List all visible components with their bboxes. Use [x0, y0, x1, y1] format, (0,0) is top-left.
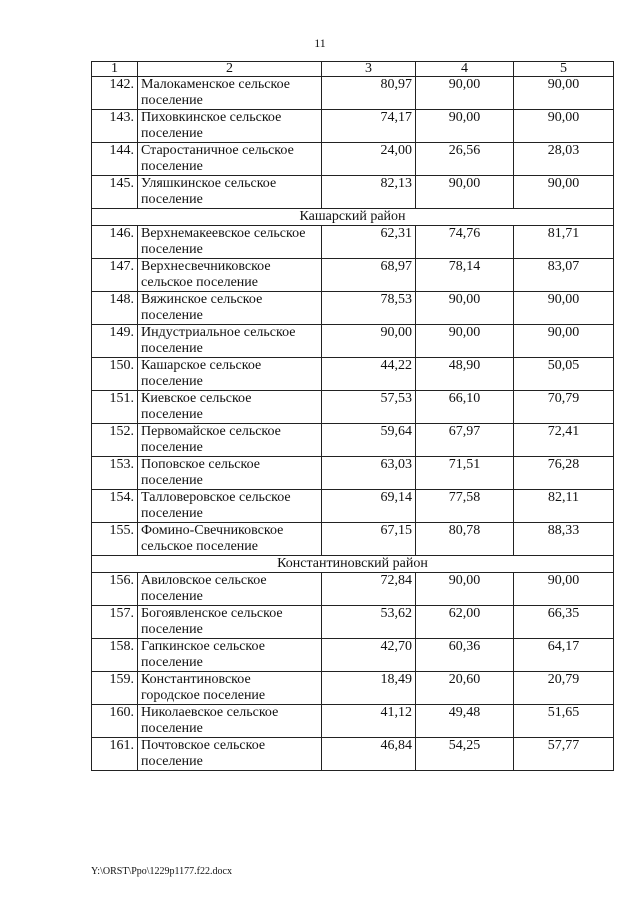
table-row [92, 110, 614, 143]
row-number-cell: 159. [92, 672, 138, 705]
column-header-4: 4 [416, 62, 514, 77]
value-col5-cell: 82,11 [514, 490, 614, 523]
value-col5-cell: 70,79 [514, 391, 614, 424]
value-col5-cell: 90,00 [514, 110, 614, 143]
settlement-name-line2: поселение [141, 159, 203, 174]
table-row [92, 705, 614, 738]
value-col3-cell: 42,70 [322, 639, 416, 672]
settlement-name-line1: Киевское сельское [141, 391, 252, 406]
row-number-cell: 152. [92, 424, 138, 457]
settlement-name-line1: Талловеровское сельское [141, 490, 291, 505]
row-number-cell: 149. [92, 325, 138, 358]
value-col4-cell: 54,25 [416, 738, 514, 771]
page-number: 11 [314, 36, 326, 50]
row-number-cell: 144. [92, 143, 138, 176]
settlement-name-line2: поселение [141, 721, 203, 736]
value-col3-cell: 18,49 [322, 672, 416, 705]
settlement-name-cell [138, 639, 322, 672]
settlement-name-line1: Старостаничное сельское [141, 143, 294, 158]
value-col4-cell: 90,00 [416, 573, 514, 606]
settlement-name-cell [138, 457, 322, 490]
column-header-5: 5 [514, 62, 614, 77]
row-number-cell: 153. [92, 457, 138, 490]
column-header-3: 3 [322, 62, 416, 77]
settlement-name-line1: Авиловское сельское [141, 573, 267, 588]
value-col3-cell: 44,22 [322, 358, 416, 391]
value-col3-cell: 82,13 [322, 176, 416, 209]
settlement-name-line2: поселение [141, 655, 203, 670]
row-number-cell: 155. [92, 523, 138, 556]
settlement-name-line1: Гапкинское сельское [141, 639, 265, 654]
value-col3-cell: 68,97 [322, 259, 416, 292]
settlement-name-line2: поселение [141, 341, 203, 356]
settlement-name-line2: поселение [141, 473, 203, 488]
settlement-name-line2: сельское поселение [141, 539, 258, 554]
settlement-name-line2: поселение [141, 506, 203, 521]
value-col4-cell: 67,97 [416, 424, 514, 457]
settlement-name-line2: поселение [141, 126, 203, 141]
value-col4-cell: 90,00 [416, 110, 514, 143]
value-col5-cell: 20,79 [514, 672, 614, 705]
settlement-name-line1: Уляшкинское сельское [141, 176, 277, 191]
settlement-name-line1: Малокаменское сельское [141, 77, 290, 92]
settlement-name-cell [138, 523, 322, 556]
table-row [92, 143, 614, 176]
settlement-name-line1: Верхнемакеевское сельское [141, 226, 306, 241]
settlement-name-line2: поселение [141, 242, 203, 257]
row-number-cell: 147. [92, 259, 138, 292]
row-number-cell: 151. [92, 391, 138, 424]
settlement-name-cell [138, 573, 322, 606]
settlement-name-line1: Почтовское сельское [141, 738, 266, 753]
value-col4-cell: 78,14 [416, 259, 514, 292]
table-row [92, 259, 614, 292]
column-header-1: 1 [92, 62, 138, 77]
value-col3-cell: 74,17 [322, 110, 416, 143]
table-row [92, 226, 614, 259]
value-col4-cell: 26,56 [416, 143, 514, 176]
settlement-name-line2: поселение [141, 440, 203, 455]
section-title: Кашарский район [92, 209, 614, 226]
value-col3-cell: 63,03 [322, 457, 416, 490]
settlement-name-cell [138, 176, 322, 209]
value-col5-cell: 72,41 [514, 424, 614, 457]
value-col3-cell: 80,97 [322, 77, 416, 110]
settlement-name-cell [138, 110, 322, 143]
table-row [92, 606, 614, 639]
table-header-row [92, 62, 614, 77]
value-col4-cell: 62,00 [416, 606, 514, 639]
section-title: Константиновский район [92, 556, 614, 573]
value-col5-cell: 90,00 [514, 292, 614, 325]
table-row [92, 176, 614, 209]
value-col4-cell: 60,36 [416, 639, 514, 672]
value-col3-cell: 90,00 [322, 325, 416, 358]
settlement-name-cell [138, 226, 322, 259]
settlement-name-line2: поселение [141, 308, 203, 323]
value-col5-cell: 90,00 [514, 176, 614, 209]
column-header-2: 2 [138, 62, 322, 77]
settlement-name-line2: поселение [141, 93, 203, 108]
value-col5-cell: 64,17 [514, 639, 614, 672]
value-col4-cell: 74,76 [416, 226, 514, 259]
settlement-name-line2: городское поселение [141, 688, 266, 703]
settlement-name-cell [138, 738, 322, 771]
settlement-name-cell [138, 391, 322, 424]
table-row [92, 77, 614, 110]
value-col4-cell: 90,00 [416, 77, 514, 110]
settlement-name-line2: поселение [141, 192, 203, 207]
value-col4-cell: 66,10 [416, 391, 514, 424]
settlement-name-line1: Николаевское сельское [141, 705, 279, 720]
table-row [92, 292, 614, 325]
settlement-name-line1: Поповское сельское [141, 457, 260, 472]
value-col3-cell: 78,53 [322, 292, 416, 325]
value-col5-cell: 50,05 [514, 358, 614, 391]
table-row [92, 424, 614, 457]
settlement-name-cell [138, 77, 322, 110]
value-col3-cell: 72,84 [322, 573, 416, 606]
row-number-cell: 145. [92, 176, 138, 209]
value-col5-cell: 76,28 [514, 457, 614, 490]
value-col4-cell: 77,58 [416, 490, 514, 523]
settlement-name-line1: Индустриальное сельское [141, 325, 296, 340]
table-row [92, 325, 614, 358]
value-col5-cell: 88,33 [514, 523, 614, 556]
value-col3-cell: 46,84 [322, 738, 416, 771]
section-row [92, 556, 614, 573]
settlement-name-cell [138, 358, 322, 391]
settlement-name-cell [138, 424, 322, 457]
table-row [92, 738, 614, 771]
value-col5-cell: 81,71 [514, 226, 614, 259]
settlement-name-line2: поселение [141, 589, 203, 604]
row-number-cell: 156. [92, 573, 138, 606]
settlement-name-line1: Первомайское сельское [141, 424, 281, 439]
settlement-name-line1: Константиновское [141, 672, 251, 687]
settlement-name-line1: Кашарское сельское [141, 358, 262, 373]
table-row [92, 573, 614, 606]
settlement-name-cell [138, 143, 322, 176]
value-col4-cell: 90,00 [416, 292, 514, 325]
row-number-cell: 143. [92, 110, 138, 143]
settlement-name-cell [138, 606, 322, 639]
settlement-name-line2: поселение [141, 407, 203, 422]
settlement-name-line2: поселение [141, 622, 203, 637]
table-body [92, 62, 614, 771]
settlement-name-cell [138, 490, 322, 523]
row-number-cell: 161. [92, 738, 138, 771]
table-row [92, 523, 614, 556]
value-col3-cell: 62,31 [322, 226, 416, 259]
table-row [92, 672, 614, 705]
table-row [92, 490, 614, 523]
value-col4-cell: 90,00 [416, 325, 514, 358]
value-col5-cell: 28,03 [514, 143, 614, 176]
settlement-name-cell [138, 325, 322, 358]
row-number-cell: 142. [92, 77, 138, 110]
settlement-name-line1: Фомино-Свечниковское [141, 523, 284, 538]
value-col5-cell: 51,65 [514, 705, 614, 738]
settlement-name-line1: Богоявленское сельское [141, 606, 283, 621]
settlement-name-line1: Вяжинское сельское [141, 292, 263, 307]
value-col5-cell: 90,00 [514, 325, 614, 358]
settlement-name-cell [138, 705, 322, 738]
value-col3-cell: 59,64 [322, 424, 416, 457]
settlement-name-cell [138, 672, 322, 705]
settlement-name-line1: Верхнесвечниковское [141, 259, 271, 274]
file-path-footer: Y:\ORST\Ppo\1229p1177.f22.docx [91, 866, 232, 877]
value-col3-cell: 69,14 [322, 490, 416, 523]
row-number-cell: 148. [92, 292, 138, 325]
row-number-cell: 146. [92, 226, 138, 259]
row-number-cell: 157. [92, 606, 138, 639]
value-col5-cell: 90,00 [514, 77, 614, 110]
table-row [92, 391, 614, 424]
settlement-name-line2: поселение [141, 754, 203, 769]
row-number-cell: 150. [92, 358, 138, 391]
value-col4-cell: 71,51 [416, 457, 514, 490]
value-col4-cell: 49,48 [416, 705, 514, 738]
value-col4-cell: 20,60 [416, 672, 514, 705]
value-col3-cell: 24,00 [322, 143, 416, 176]
row-number-cell: 158. [92, 639, 138, 672]
value-col5-cell: 90,00 [514, 573, 614, 606]
value-col4-cell: 90,00 [416, 176, 514, 209]
data-table [91, 61, 614, 771]
value-col4-cell: 80,78 [416, 523, 514, 556]
settlement-name-cell [138, 259, 322, 292]
value-col3-cell: 67,15 [322, 523, 416, 556]
value-col3-cell: 57,53 [322, 391, 416, 424]
row-number-cell: 160. [92, 705, 138, 738]
value-col3-cell: 41,12 [322, 705, 416, 738]
table-row [92, 358, 614, 391]
value-col4-cell: 48,90 [416, 358, 514, 391]
section-row [92, 209, 614, 226]
value-col5-cell: 83,07 [514, 259, 614, 292]
value-col5-cell: 57,77 [514, 738, 614, 771]
settlement-name-line2: сельское поселение [141, 275, 258, 290]
value-col5-cell: 66,35 [514, 606, 614, 639]
settlement-name-cell [138, 292, 322, 325]
value-col3-cell: 53,62 [322, 606, 416, 639]
settlement-name-line1: Пиховкинское сельское [141, 110, 282, 125]
row-number-cell: 154. [92, 490, 138, 523]
settlement-name-line2: поселение [141, 374, 203, 389]
table-row [92, 457, 614, 490]
table-row [92, 639, 614, 672]
